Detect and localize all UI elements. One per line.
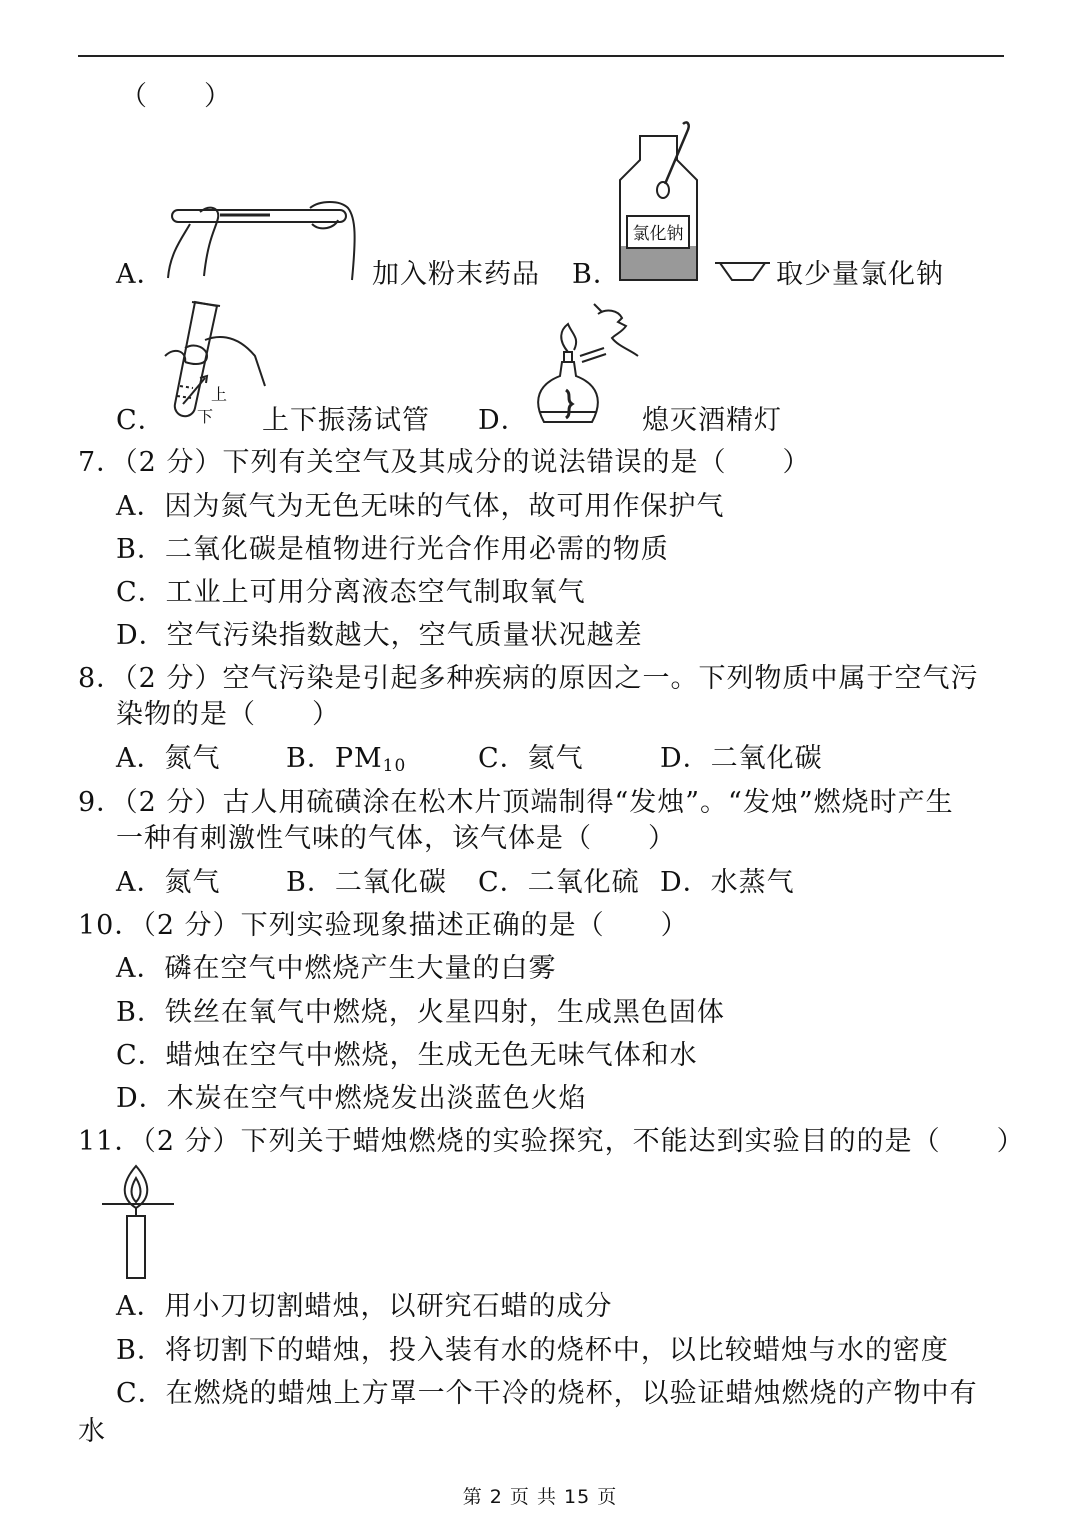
q6-option-c-label: C． [116,405,166,436]
q10-stem: 10．（2 分）下列实验现象描述正确的是（ ） [78,910,689,941]
q11-stem: 11．（2 分）下列关于蜡烛燃烧的实验探究，不能达到实验目的的是（ ） [78,1126,1025,1157]
arrow-down-label: 下 [197,407,214,426]
q8-option-b-subscript: 10 [382,756,407,776]
q6-answer-paren: （ ） [120,81,232,112]
q9-option-d: D．水蒸气 [660,867,795,898]
q7-option-c: C．工业上可用分离液态空气制取氧气 [116,577,586,608]
q8-option-a: A．氮气 [116,743,221,774]
candle-figure [100,1164,176,1282]
shake-test-tube-figure [155,296,270,436]
q9-option-a: A．氮气 [116,867,221,898]
q7-option-b: B．二氧化碳是植物进行光合作用必需的物质 [116,534,669,565]
q7-option-a: A．因为氮气为无色无味的气体，故可用作保护气 [116,491,725,522]
q8-option-c: C．氦气 [478,743,584,774]
bottle-label: 氯化钠 [632,224,684,244]
q9-option-c: C．二氧化硫 [478,867,640,898]
alcohol-lamp-figure [522,300,642,430]
q11-option-a: A．用小刀切割蜡烛，以研究石蜡的成分 [116,1291,613,1322]
page-footer: 第 2 页 共 15 页 [462,1486,618,1508]
arrow-up-label: 上 [211,385,228,404]
sodium-chloride-bottle-figure [615,118,775,286]
q9-stem-line2: 一种有刺激性气味的气体，该气体是（ ） [116,823,676,854]
q9-stem-line1: 9．（2 分）古人用硫磺涂在松木片顶端制得“发烛”。“发烛”燃烧时产生 [78,787,954,818]
q6-option-a-text: 加入粉末药品 [372,259,540,290]
q8-stem-line2: 染物的是（ ） [116,699,340,730]
header-rule [78,55,1004,57]
q6-option-a-label: A． [116,259,165,290]
q8-option-b [286,742,406,783]
q11-option-b: B．将切割下的蜡烛，投入装有水的烧杯中，以比较蜡烛与水的密度 [116,1335,949,1366]
q9-option-b: B．二氧化碳 [286,867,447,898]
q6-option-b-text: 取少量氯化钠 [776,259,944,290]
q6-option-d-label: D． [478,405,529,436]
q10-option-a: A．磷在空气中燃烧产生大量的白雾 [116,953,557,984]
q11-option-c: C．在燃烧的蜡烛上方罩一个干冷的烧杯，以验证蜡烛燃烧的产物中有 [116,1378,978,1409]
q7-option-d: D．空气污染指数越大，空气质量状况越差 [116,620,643,651]
q8-option-d: D．二氧化碳 [660,743,823,774]
q8-stem-line1: 8．（2 分）空气污染是引起多种疾病的原因之一。下列物质中属于空气污 [78,663,979,694]
test-tube-powder-figure [160,198,370,283]
q11-option-c-wrap: 水 [78,1416,106,1447]
q8-option-b-prefix: B．PM [286,743,383,774]
q10-option-c: C．蜡烛在空气中燃烧，生成无色无味气体和水 [116,1040,698,1071]
q6-option-c-text: 上下振荡试管 [262,405,430,436]
q7-stem: 7．（2 分）下列有关空气及其成分的说法错误的是（ ） [78,447,811,478]
q6-option-d-text: 熄灭酒精灯 [642,405,782,436]
q10-option-b: B．铁丝在氧气中燃烧，火星四射，生成黑色固体 [116,997,725,1028]
q6-option-b-label: B． [572,259,621,290]
q10-option-d: D．木炭在空气中燃烧发出淡蓝色火焰 [116,1083,587,1114]
